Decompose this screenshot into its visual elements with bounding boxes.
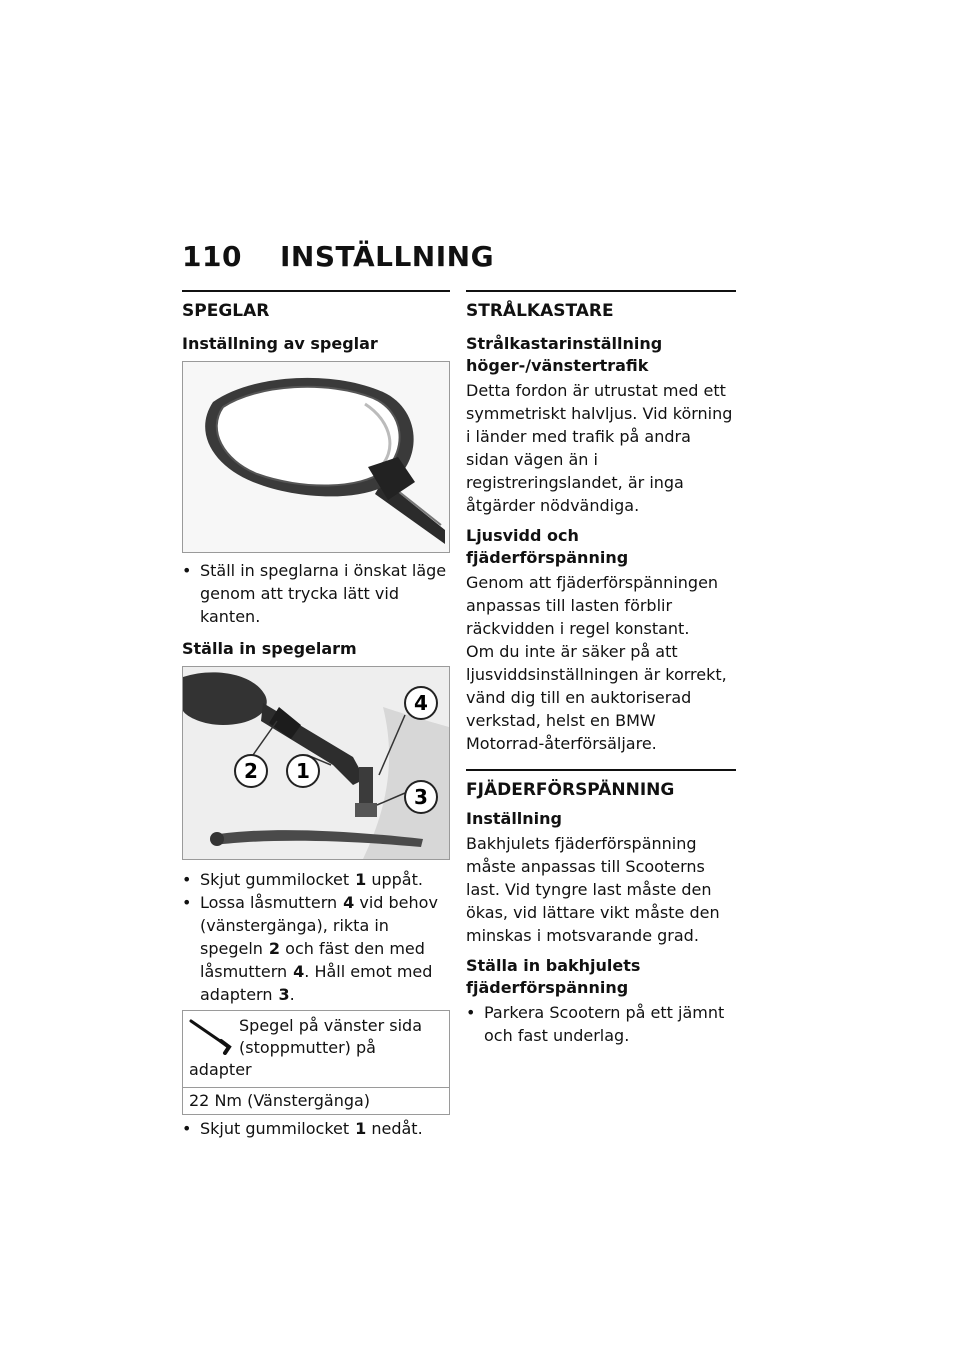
torque-wrench-icon — [189, 1015, 235, 1055]
mirror-arm-illustration — [183, 667, 449, 859]
callout-3 — [405, 781, 437, 813]
torque-spec-box — [182, 1010, 450, 1115]
bullet-dot: • — [182, 561, 192, 580]
paragraph-beam-range: Genom att fjäderförspänningen anpassas till lasten förblir räckvidden i regel konstant. — [466, 573, 719, 638]
mirror-illustration — [183, 362, 449, 552]
svg-text:3: 3 — [414, 785, 428, 809]
figure-mirror — [182, 361, 450, 553]
paragraph-workshop: Om du inte är säker på att ljusviddsinställningen är korrekt, vänd dig till en auktoriserad verkstad, helst en BMW Motorrad-återförsäljare. — [466, 642, 727, 753]
bullet-adjust-mirror: • Ställ in speglarna i önskat läge genom att trycka lätt vid kanten. — [182, 561, 447, 626]
bullet-rubber-cap-down: • Skjut gummilocket 1 nedåt. — [182, 1119, 423, 1138]
svg-text:1: 1 — [296, 759, 310, 783]
section-rule — [466, 290, 736, 292]
callout-4 — [405, 687, 437, 719]
svg-text:4: 4 — [414, 691, 428, 715]
page-header — [182, 240, 494, 273]
section-title-fjaderforspanning: FJÄDERFÖRSPÄNNING — [466, 780, 675, 800]
torque-spec-value: 22 Nm (Vänstergänga) — [183, 1087, 449, 1114]
left-column — [182, 290, 450, 1140]
callout-2 — [235, 755, 267, 787]
paragraph-spring-preload: Bakhjulets fjäderförspänning måste anpassas till Scooterns last. Vid tyngre last måste den ökas, vid lättare vikt måste den minskas i motsvarande grad. — [466, 834, 720, 945]
section-title-stralkastare: STRÅLKASTARE — [466, 301, 614, 321]
callout-1 — [287, 755, 319, 787]
subsection-title-spegelarm: Ställa in spegelarm — [182, 639, 357, 658]
bullet-park-scooter: • Parkera Scootern på ett jämnt och fast underlag. — [466, 1003, 725, 1045]
page-number: 110 — [182, 240, 242, 273]
svg-text:2: 2 — [244, 759, 258, 783]
bullet-rubber-cap-up: • Skjut gummilocket 1 uppåt. — [182, 870, 423, 889]
section-rule — [466, 769, 736, 771]
subsection-title-installning: Inställning — [466, 809, 562, 828]
paragraph-symmetric-beam: Detta fordon är utrustat med ett symmetriskt halvljus. Vid körning i länder med trafik på andra sidan vägen än i registreringslandet, är inga åtgärder nödvändiga. — [466, 381, 733, 515]
torque-spec-label: Spegel på vänster sida (stoppmutter) på adapter — [189, 1016, 423, 1079]
subsection-title-ljusvidd: Ljusvidd och fjäderförspänning — [466, 526, 629, 567]
subsection-title-traffic: Strålkastarinställning höger-/vänstertrafik — [466, 334, 663, 375]
figure-mirror-arm — [182, 666, 450, 860]
subsection-title-installning-speglar: Inställning av speglar — [182, 334, 378, 353]
right-column — [466, 290, 736, 1047]
chapter-title: INSTÄLLNING — [280, 240, 495, 273]
bullet-loosen-locknut: • Lossa låsmuttern 4 vid behov (vänstergänga), rikta in spegeln 2 och fäst den med låsmuttern 4. Håll emot med adaptern 3. — [182, 893, 438, 1004]
section-title-speglar: SPEGLAR — [182, 301, 270, 321]
section-rule — [182, 290, 450, 292]
subsection-title-set-rear-preload: Ställa in bakhjulets fjäderförspänning — [466, 956, 641, 997]
